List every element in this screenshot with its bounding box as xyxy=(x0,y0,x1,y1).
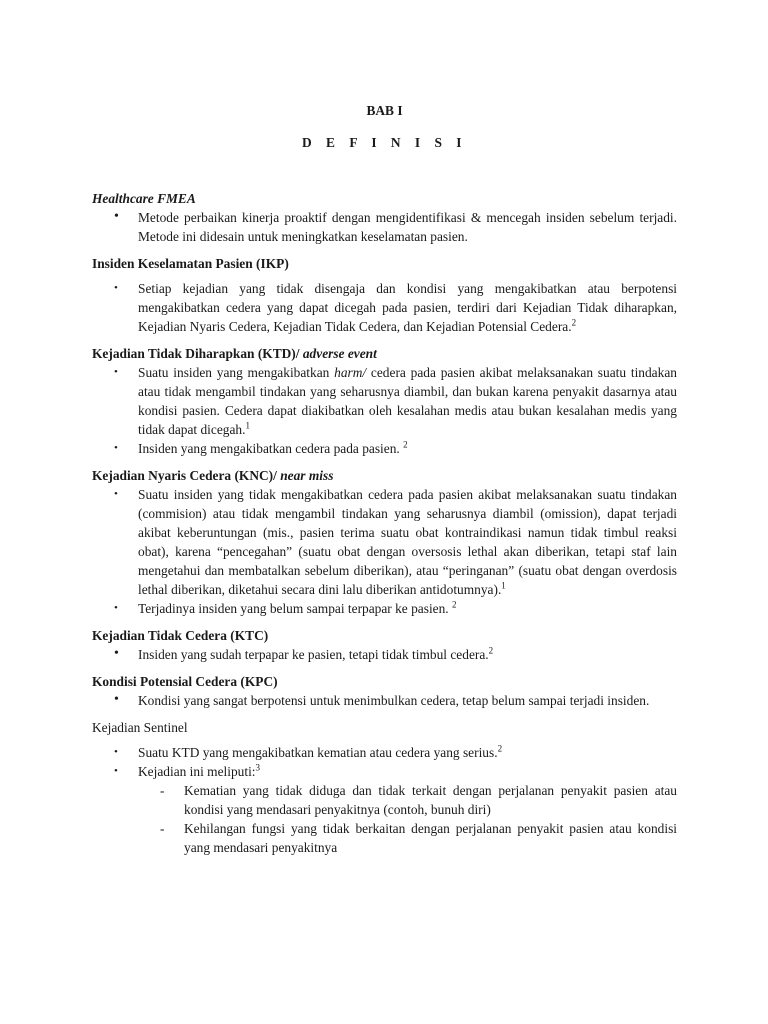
heading-text: Kejadian Nyaris Cedera (KNC)/ xyxy=(92,468,277,483)
bullet-icon: • xyxy=(114,765,118,777)
item-text: Kejadian ini meliputi: xyxy=(138,764,256,779)
sub-list-item xyxy=(138,819,677,857)
bullet-icon: • xyxy=(114,282,118,294)
footnote-ref: 2 xyxy=(452,599,457,610)
item-text: Insiden yang sudah terpapar ke pasien, tetapi tidak timbul cedera. xyxy=(138,647,489,662)
bullet-icon: • xyxy=(114,692,119,707)
bullet-icon: • xyxy=(114,366,118,378)
item-text: Setiap kejadian yang tidak disengaja dan kondisi yang mengakibatkan atau berpotensi mengakibatkan cedera yang dapat dicegah pada pasien, terdiri dari Kejadian Tidak diharapkan, Kejadian Nyaris Cedera, Kejadian Tidak Cedera, dan Kejadian Potensial Cedera. xyxy=(138,281,677,334)
bullet-icon: • xyxy=(114,746,118,758)
item-text-before: Suatu insiden yang mengakibatkan xyxy=(138,365,330,380)
section-heading-ikp: Insiden Keselamatan Pasien (IKP) xyxy=(92,256,289,271)
section-heading-ktd xyxy=(92,344,677,363)
item-text-after: cedera pada pasien akibat melaksanakan suatu tindakan atau tidak mengambil tindakan yang seharusnya diambil, dan bukan karena penyakit dasarnya atau kondisi pasien. Cedera dapat diakibatkan oleh kesalahan medis atau bukan kesalahan medis yang tidak dapat dicegah. xyxy=(138,365,677,437)
knc-list xyxy=(92,485,677,618)
item-text-italic: harm/ xyxy=(334,365,367,380)
footnote-ref: 2 xyxy=(571,317,577,328)
footnote-ref: 1 xyxy=(245,420,250,431)
list-item xyxy=(92,599,677,618)
sub-list-item xyxy=(138,781,677,819)
ktd-list xyxy=(92,363,677,458)
list-item xyxy=(92,645,677,664)
list-item xyxy=(92,208,677,246)
heading-text: Kejadian Tidak Diharapkan (KTD)/ xyxy=(92,346,300,361)
item-text: Kehilangan fungsi yang tidak berkaitan dengan perjalanan penyakit pasien atau kondisi yang mendasari penyakitnya xyxy=(184,821,677,855)
item-text: Suatu insiden yang tidak mengakibatkan cedera pada pasien akibat melaksanakan suatu tindakan (commision) atau tidak mengambil tindakan yang seharusnya diambil (omission), dapat terjadi akibat keberuntungan (mis., pasien terima suatu obat kontraindikasi namun tidak timbul reaksi obat), karena “pencegahan” (suatu obat dengan oversosis lethal akan diberikan, tetapi staf lain mengetahui dan membatalkan sebelum diberikan), atau “peringanan” (suatu obat dengan overdosis lethal diberikan, diketahui secara dini lalu diberikan antidotumnya). xyxy=(138,487,677,597)
item-text: Kondisi yang sangat berpotensi untuk menimbulkan cedera, tetap belum sampai terjadi insiden. xyxy=(138,693,650,708)
item-text: Insiden yang mengakibatkan cedera pada pasien. xyxy=(138,441,400,456)
footnote-ref: 2 xyxy=(497,743,503,754)
footnote-ref: 3 xyxy=(255,762,261,773)
footnote-ref: 1 xyxy=(501,580,506,591)
footnote-ref: 2 xyxy=(403,439,408,450)
dash-icon: - xyxy=(160,821,165,836)
item-text: Suatu KTD yang mengakibatkan kematian atau cedera yang serius. xyxy=(138,745,498,760)
document-body xyxy=(92,189,677,857)
bullet-icon: • xyxy=(114,209,119,224)
section-heading-kpc: Kondisi Potensial Cedera (KPC) xyxy=(92,674,278,689)
list-item xyxy=(92,485,677,599)
list-item xyxy=(92,363,677,439)
ikp-list xyxy=(92,279,677,336)
bullet-icon: • xyxy=(114,646,119,661)
item-text: Terjadinya insiden yang belum sampai terpapar ke pasien. xyxy=(138,601,449,616)
heading-italic-text: near miss xyxy=(280,468,334,483)
chapter-number: BAB I xyxy=(366,103,403,118)
bullet-icon: • xyxy=(114,488,118,500)
section-heading-ktc: Kejadian Tidak Cedera (KTC) xyxy=(92,628,269,643)
list-item xyxy=(92,743,677,762)
dash-icon: - xyxy=(160,783,165,798)
sentinel-sublist xyxy=(92,781,677,857)
kpc-list xyxy=(92,691,677,710)
list-item xyxy=(92,439,677,458)
chapter-title: D E F I N I S I xyxy=(302,135,467,150)
sentinel-list xyxy=(92,743,677,857)
section-heading-knc xyxy=(92,466,677,485)
list-item xyxy=(92,762,677,857)
section-heading-sentinel: Kejadian Sentinel xyxy=(92,720,188,735)
ktc-list xyxy=(92,645,677,664)
footnote-ref: 2 xyxy=(488,645,494,656)
bullet-icon: • xyxy=(114,442,118,454)
item-text: Metode perbaikan kinerja proaktif dengan mengidentifikasi & mencegah insiden sebelum terjadi. Metode ini didesain untuk meningkatkan keselamatan pasien. xyxy=(138,210,677,244)
heading-italic-text: adverse event xyxy=(302,346,377,361)
section-heading-hfmea: Healthcare FMEA xyxy=(92,191,196,206)
item-text: Kematian yang tidak diduga dan tidak terkait dengan perjalanan penyakit pasien atau kondisi yang mendasari penyakitnya (contoh, bunuh diri) xyxy=(184,783,677,817)
bullet-icon: • xyxy=(114,602,118,614)
list-item xyxy=(92,691,677,710)
list-item xyxy=(92,279,677,336)
hfmea-list xyxy=(92,208,677,246)
